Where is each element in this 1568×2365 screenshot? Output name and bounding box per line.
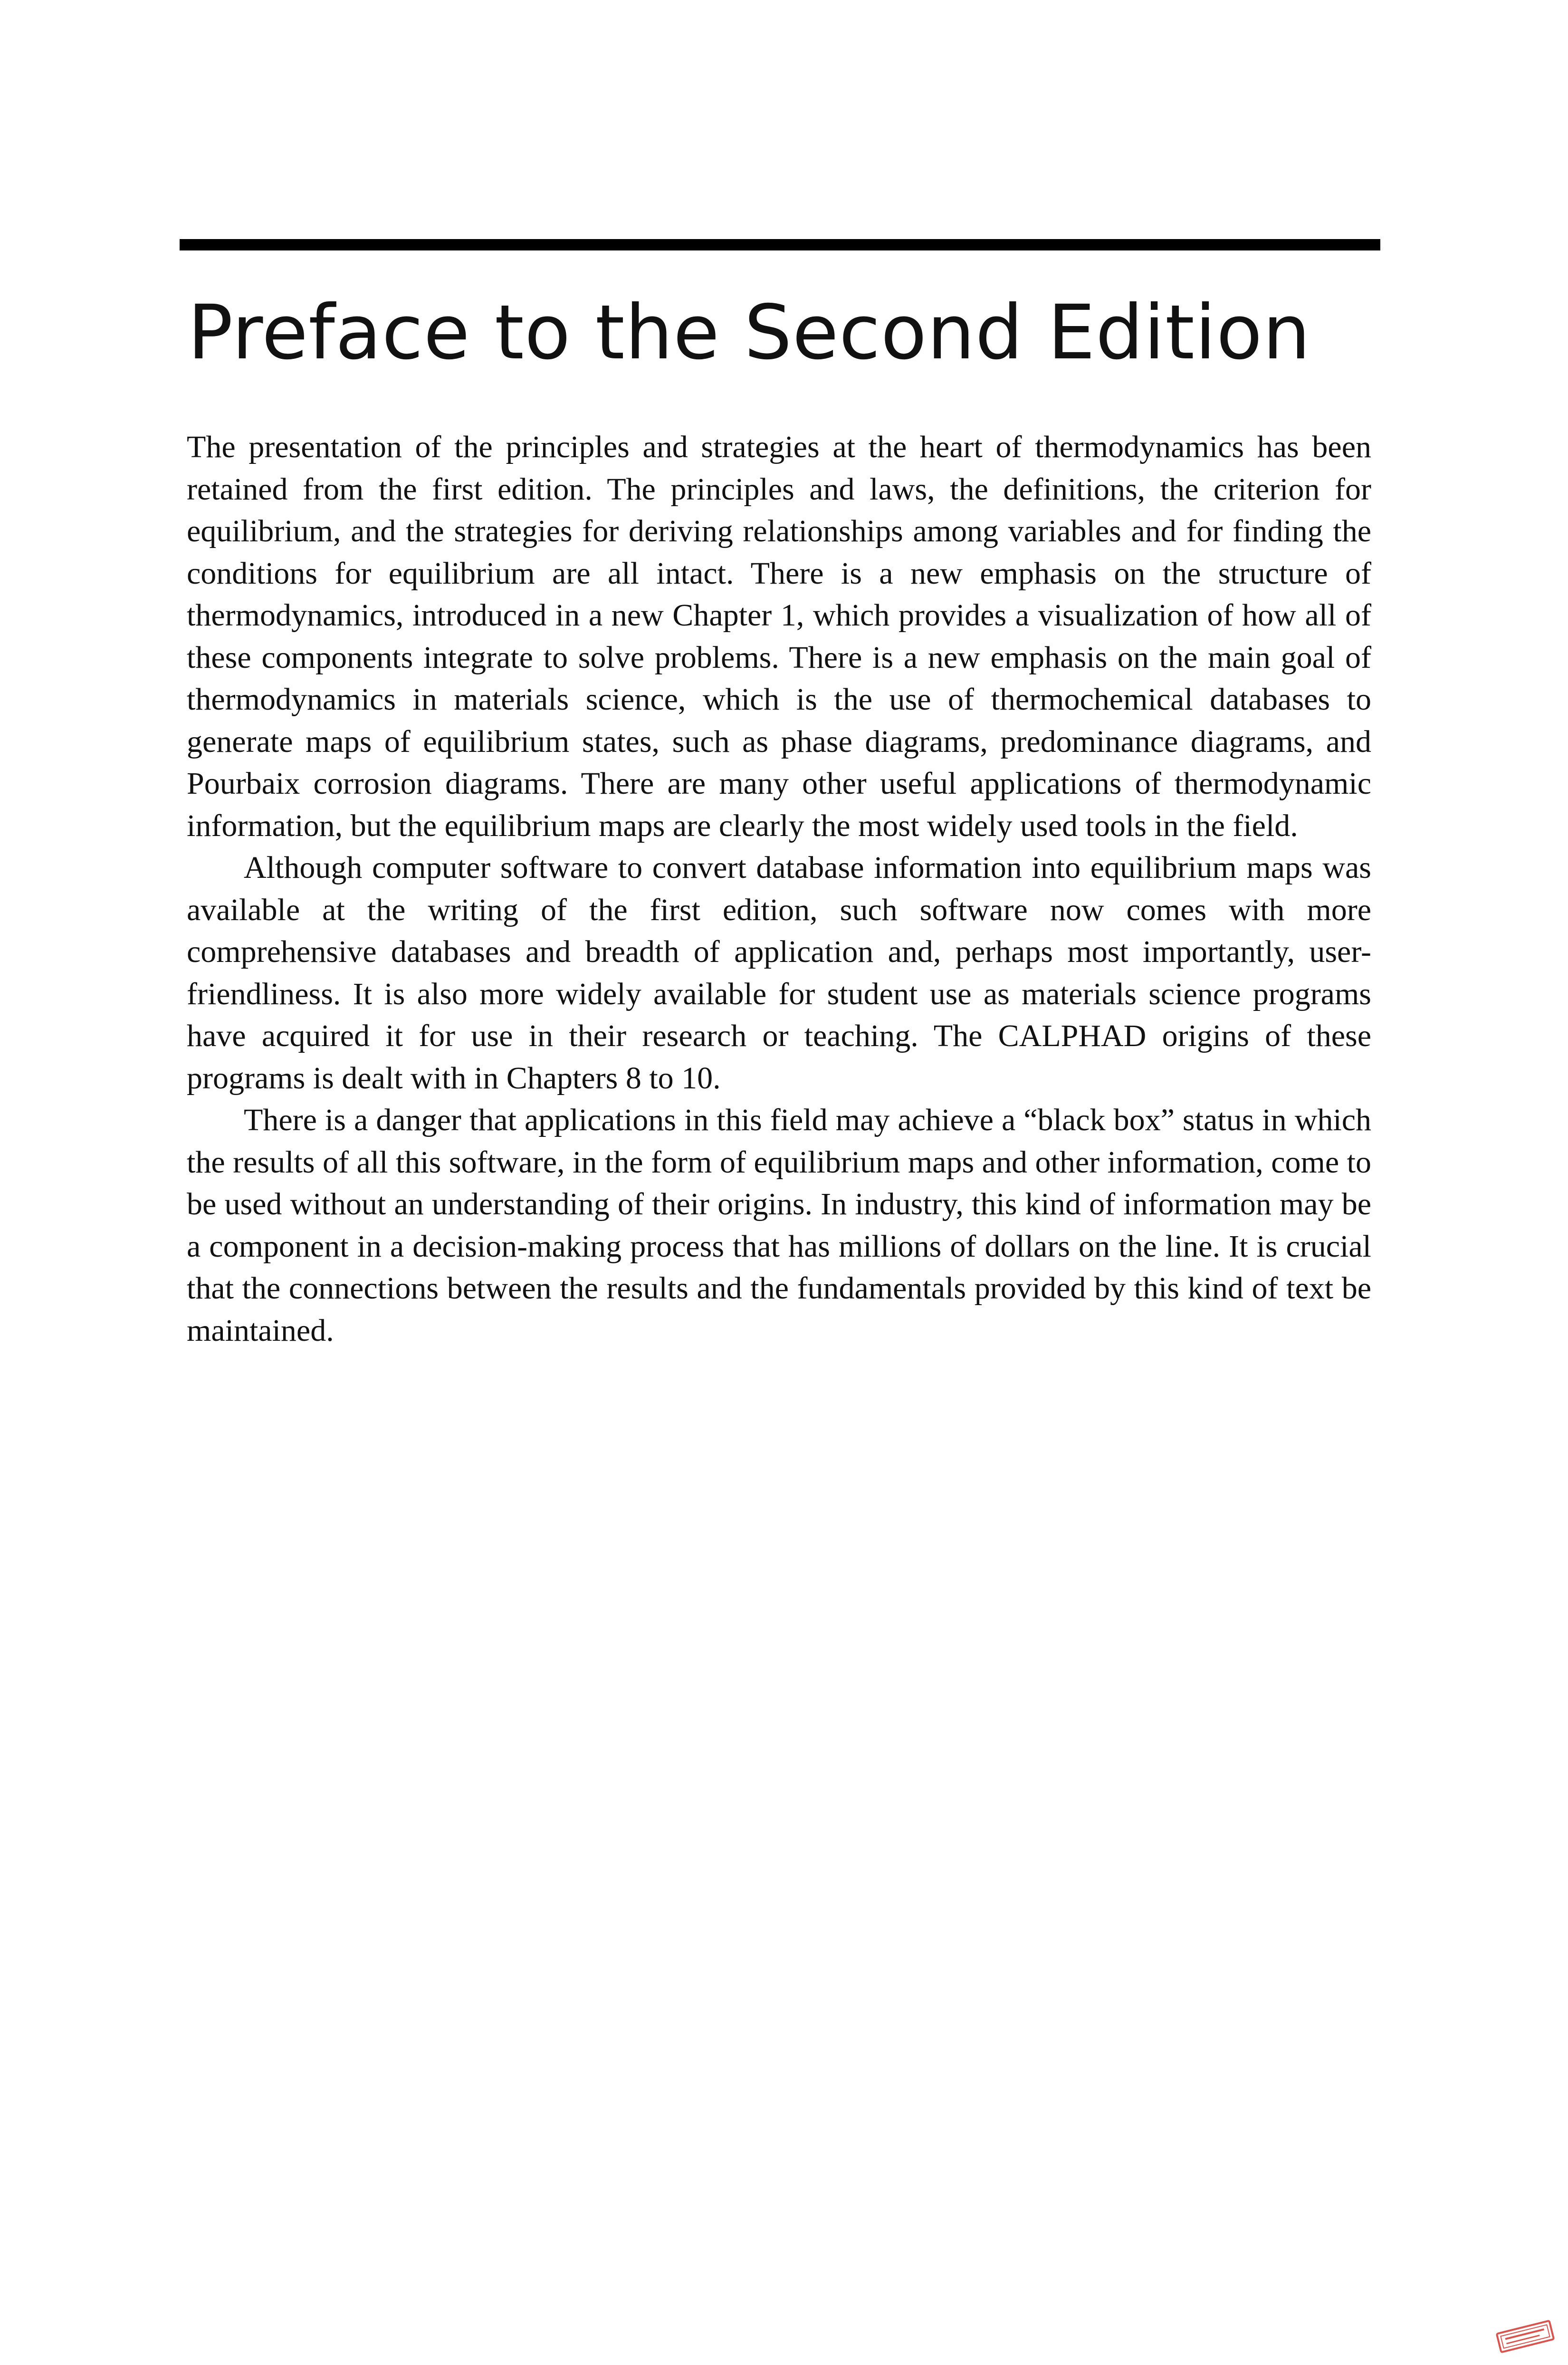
paragraph-2: Although computer software to convert database information into equilibrium maps was available at the writing of the first edition, such software now comes with more comprehensive databases and breadth of application and, perhaps most importantly, user-friendliness. It is also more widely available for student use as materials science programs have acquired it for use in their research or teaching. The CALPHAD origins of these programs is dealt with in Chapters 8 to 10. <box>187 850 1371 1096</box>
paragraph-1: The presentation of the principles and strategies at the heart of thermodynamics has been retained from the first edition. The principles and laws, the definitions, the criterion for equilibrium, and the strategies for deriving relationships among variables and for finding the conditions for equilibrium are all intact. There is a new emphasis on the structure of thermodynamics, introduced in a new Chapter 1, which provides a visualization of how all of these components integrate to solve problems. There is a new emphasis on the main goal of thermodynamics in materials science, which is the use of thermochemical databases to generate maps of equilibrium states, such as phase diagrams, predominance diagrams, and Pourbaix corrosion diagrams. There are many other useful applications of thermodynamic information, but the equilibrium maps are clearly the most widely used tools in the field. <box>187 430 1371 843</box>
preface-body <box>187 426 1371 1352</box>
paragraph-3: There is a danger that applications in this field may achieve a “black box” status in which the results of all this software, in the form of equilibrium maps and other information, come to be used without an understanding of their origins. In industry, this kind of information may be a component in a decision-making process that has millions of dollars on the line. It is crucial that the connections between the results and the fundamentals provided by this kind of text be maintained. <box>187 1103 1371 1348</box>
chapter-heading-rule <box>180 239 1380 250</box>
chapter-title: Preface to the Second Edition <box>188 289 1311 376</box>
watermark-stamp-icon <box>1495 2319 1556 2354</box>
